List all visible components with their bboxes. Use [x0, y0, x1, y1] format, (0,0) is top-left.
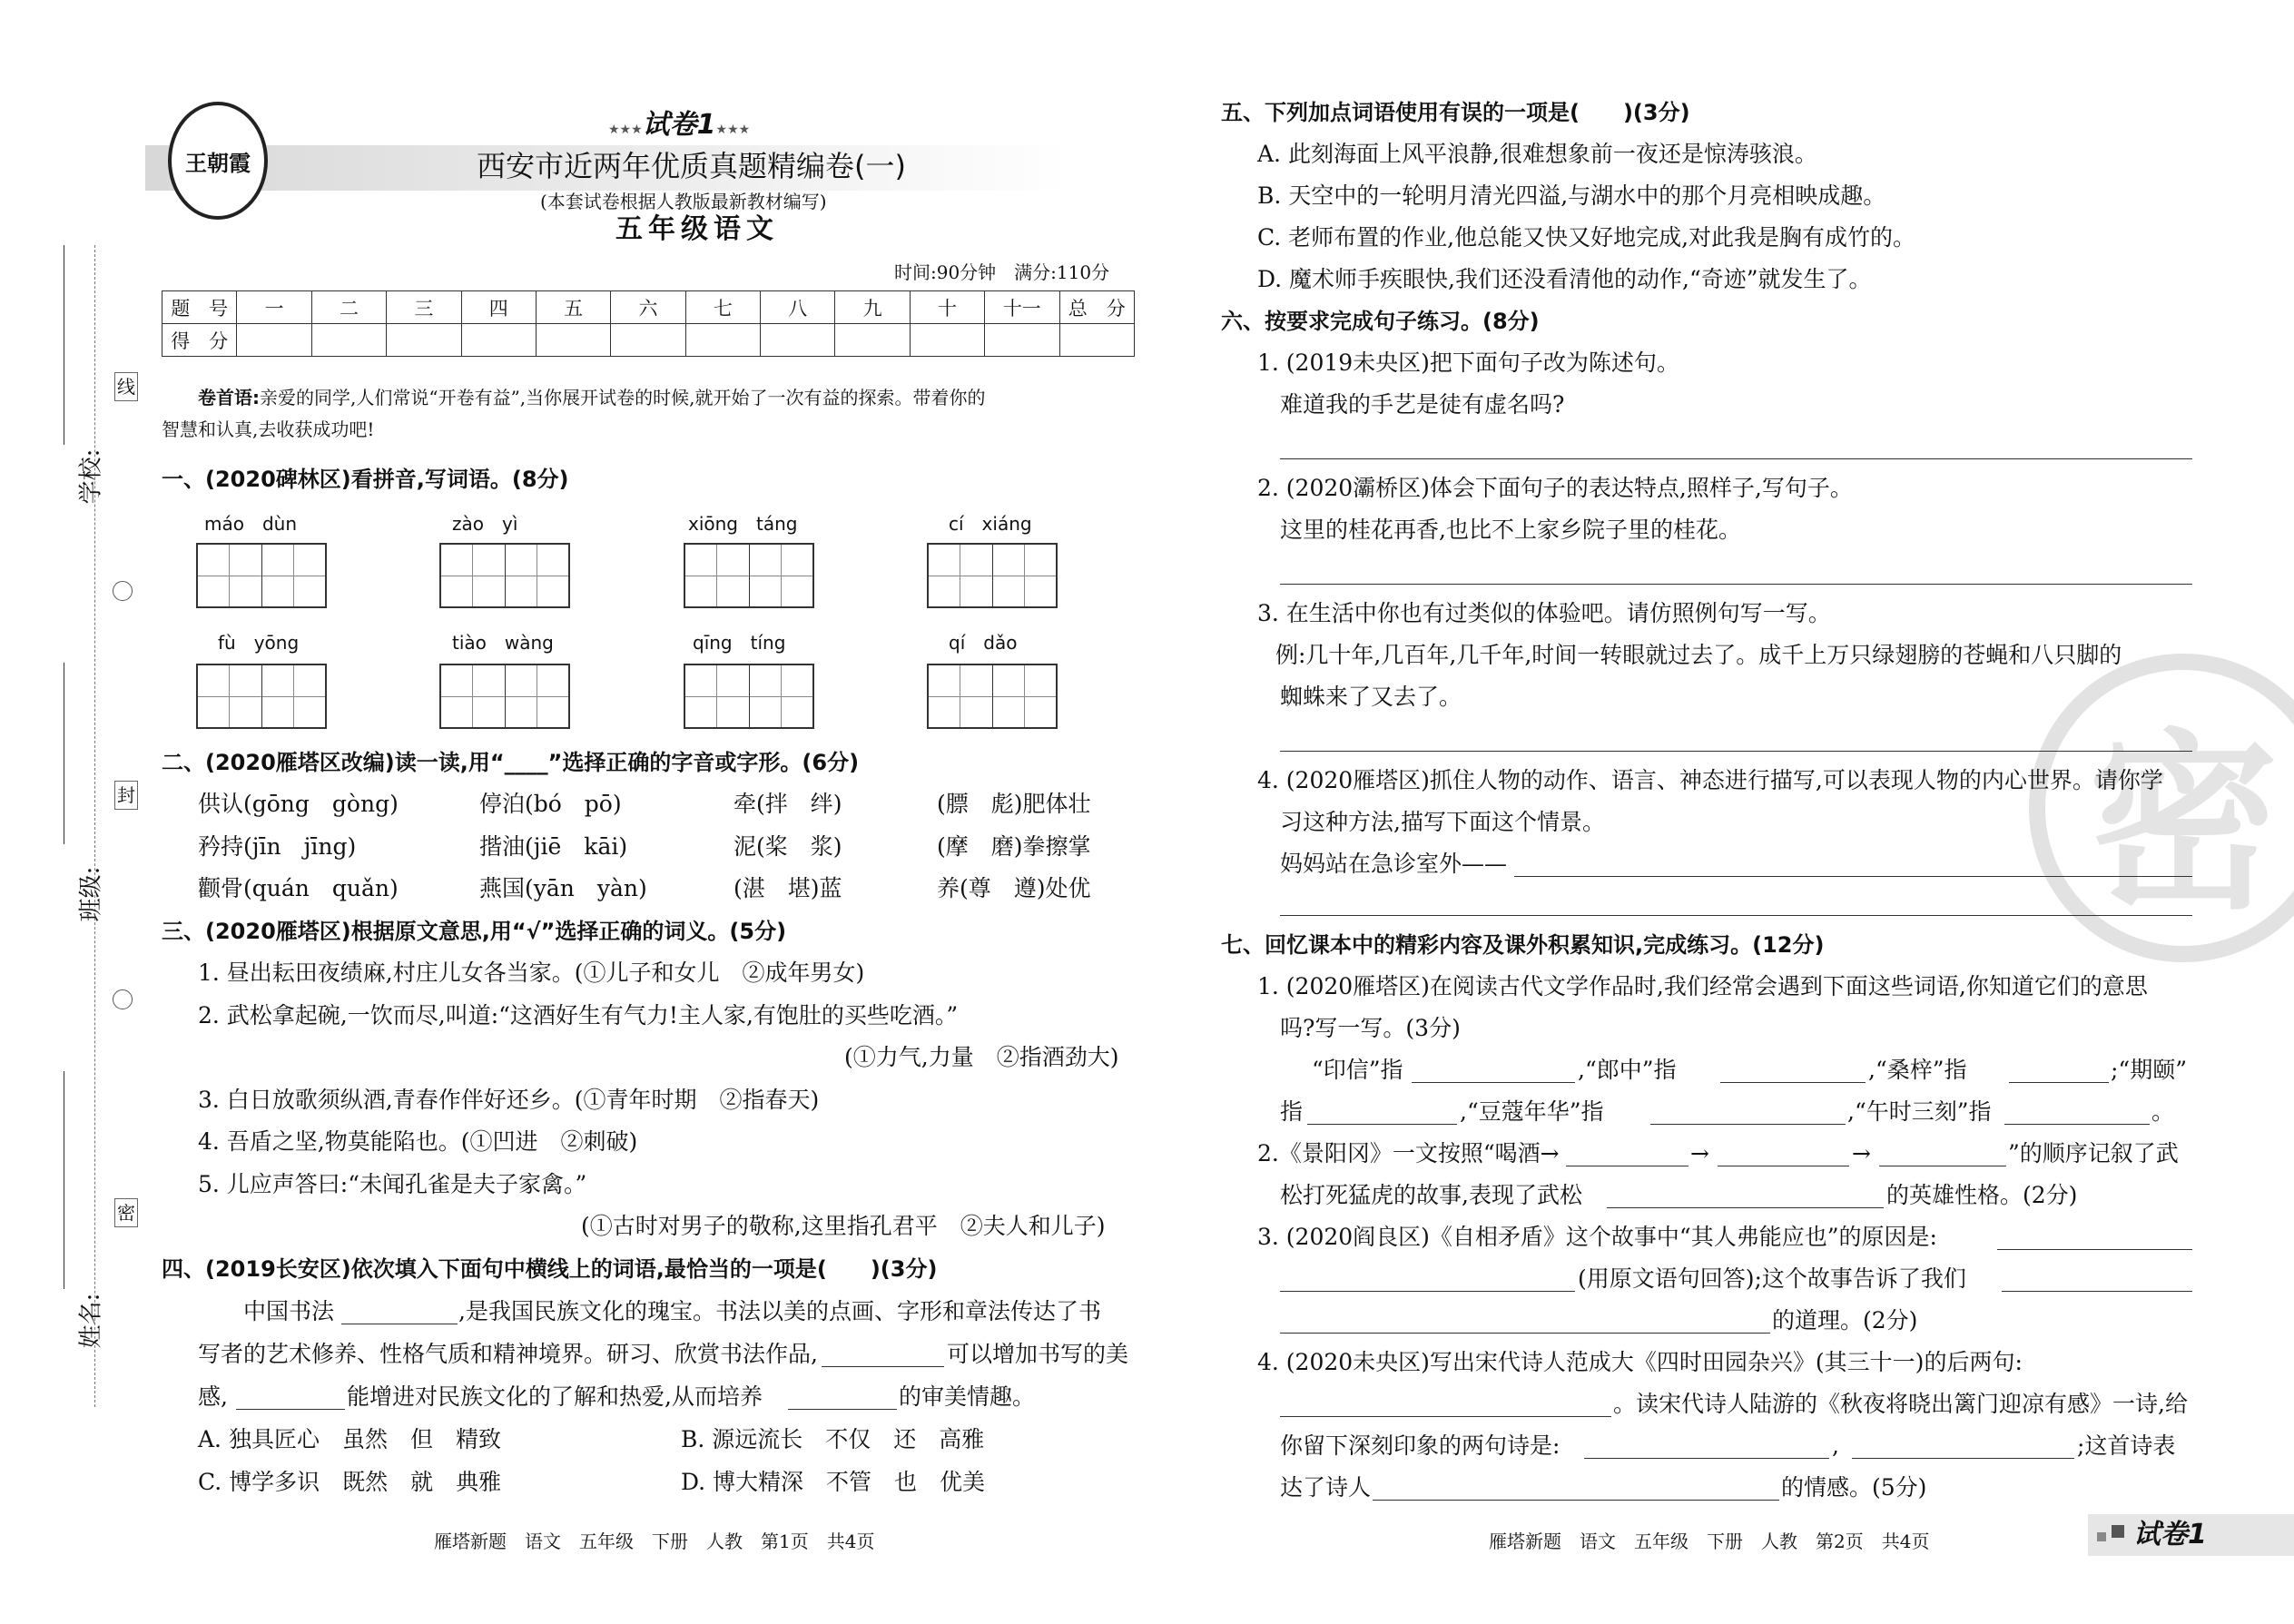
pinyin: fù yōng [218, 632, 300, 654]
school-label: 学校: [77, 448, 105, 505]
exam-badge: ★★★试卷1★★★ [608, 109, 751, 141]
seal-secret-mark: 密 [114, 1198, 138, 1227]
table-row: 得 分 [162, 324, 1135, 357]
binding-sidebar [54, 245, 136, 1407]
footer-page-2: 雁塔新题 语文 五年级 下册 人教 第2页 共4页 [1489, 1530, 1930, 1552]
blank-line[interactable] [1997, 1249, 2192, 1250]
blank-line[interactable] [1584, 1458, 1829, 1459]
time-info: 时间:90分钟 满分:110分 [894, 261, 1110, 283]
blank-line[interactable] [1280, 1291, 1575, 1292]
q7-text: 3. (2020阎良区)《自相矛盾》这个故事中“其人弗能应也”的原因是: [1257, 1224, 1937, 1250]
logo [168, 102, 268, 220]
q2-item[interactable]: 颧骨(quán quǎn) [198, 875, 399, 901]
q6-prompt: 妈妈站在急诊室外—— [1280, 851, 1508, 877]
q3-line[interactable]: (①古时对男子的敬称,这里指孔君平 ②夫人和儿子) [581, 1213, 1106, 1239]
q4-text: 可以增加书写的美 [947, 1341, 1129, 1367]
writing-grid[interactable] [196, 543, 327, 608]
q7-text: 的英雄性格。(2分) [1886, 1182, 2078, 1208]
answer-line[interactable] [1280, 458, 2192, 459]
pinyin: xiōng táng [688, 513, 798, 535]
q6-sentence: 这里的桂花再香,也比不上家乡院子里的桂花。 [1280, 517, 1741, 543]
q2-item[interactable]: 供认(gōng gòng) [198, 791, 399, 817]
class-label: 班级: [77, 866, 105, 922]
blank-line[interactable] [822, 1366, 944, 1367]
corner-badge: 试卷1 [2133, 1519, 2207, 1550]
scissors-icon [113, 989, 133, 1009]
q7-text: ;这首诗表 [2077, 1432, 2176, 1459]
blank-line[interactable] [788, 1409, 897, 1410]
q6-prompt: 1. (2019未央区)把下面句子改为陈述句。 [1257, 349, 1679, 376]
answer-line[interactable] [1280, 584, 2192, 585]
q2-title: 二、(2020雁塔区改编)读一读,用“____”选择正确的字音或字形。(6分) [162, 750, 860, 775]
blank-line[interactable] [1720, 1082, 1866, 1083]
q2-item[interactable]: (摩 磨)拳擦掌 [937, 833, 1091, 860]
option-a[interactable]: A. 独具匠心 虽然 但 精致 [198, 1426, 501, 1452]
logo-text: 王朝霞 [185, 149, 251, 176]
blank-line[interactable] [1650, 1124, 1846, 1125]
q2-item[interactable]: 燕国(yān yàn) [479, 875, 647, 901]
grade-title: 五年级语文 [615, 213, 779, 245]
table-row: 题 号 一 二 三 四 五 六 七 八 九 十 十一 总 分 [162, 291, 1135, 324]
q7-text: 的情感。(5分) [1781, 1474, 1927, 1501]
pinyin: máo dùn [204, 513, 298, 535]
q3-title: 三、(2020雁塔区)根据原文意思,用“√”选择正确的词义。(5分) [162, 919, 787, 944]
blank-line[interactable] [1607, 1207, 1884, 1208]
blank-line[interactable] [2002, 1291, 2192, 1292]
q7-text: → [1690, 1140, 1709, 1166]
q3-line[interactable]: 4. 吾盾之坚,物莫能陷也。(①凹进 ②刺破) [198, 1128, 638, 1155]
q2-item[interactable]: (膘 彪)肥体壮 [937, 791, 1091, 817]
seal-line-mark: 线 [114, 372, 138, 401]
q7-text: 达了诗人 [1280, 1474, 1372, 1501]
q7-text: , [1832, 1432, 1839, 1459]
writing-grid[interactable] [927, 664, 1058, 729]
q2-item[interactable]: 揩油(jiē kāi) [479, 833, 628, 860]
q6-prompt: 3. 在生活中你也有过类似的体验吧。请仿照例句写一写。 [1257, 600, 1831, 626]
page-title: 西安市近两年优质真题精编卷(一) [477, 149, 906, 183]
blank-line[interactable] [2009, 1082, 2109, 1083]
writing-grid[interactable] [439, 664, 570, 729]
q3-line[interactable]: (①力气,力量 ②指酒劲大) [844, 1044, 1119, 1070]
q7-text: 。 [2151, 1098, 2175, 1125]
q2-item[interactable]: 泥(桨 浆) [733, 833, 842, 860]
q7-text: ”的顺序记叙了武 [2008, 1140, 2179, 1166]
pinyin: qí dǎo [949, 632, 1018, 654]
q7-text: 指 [1280, 1098, 1304, 1125]
answer-line[interactable] [1280, 915, 2192, 916]
q3-line[interactable]: 5. 儿应声答曰:“未闻孔雀是夫子家禽。” [198, 1171, 587, 1197]
q7-text: 2.《景阳冈》一文按照“喝酒→ [1257, 1140, 1560, 1166]
score-table [162, 290, 1135, 357]
answer-line[interactable] [1514, 876, 2192, 877]
option-b[interactable]: B. 源远流长 不仅 还 高雅 [681, 1426, 985, 1452]
writing-grid[interactable] [684, 543, 814, 608]
q7-text: ,“午时三刻”指 [1847, 1098, 1992, 1125]
q4-text: 能增进对民族文化的了解和热爱,从而培养 [347, 1383, 763, 1410]
q7-text: → [1852, 1140, 1871, 1166]
option-c[interactable]: C. 老师布置的作业,他总能又快又好地完成,对此我是胸有成竹的。 [1257, 224, 1916, 251]
q7-text: 的道理。(2分) [1772, 1307, 1918, 1334]
q1-title: 一、(2020碑林区)看拼音,写词语。(8分) [162, 467, 569, 492]
intro-line-1: 卷首语:亲爱的同学,人们常说“开卷有益”,当你展开试卷的时候,就开始了一次有益的探索。带着你的 [198, 387, 986, 408]
q3-line[interactable]: 2. 武松拿起碗,一饮而尽,叫道:“这酒好生有气力!主人家,有饱肚的买些吃酒。” [198, 1002, 959, 1029]
blank-line[interactable] [1280, 1333, 1770, 1334]
option-b[interactable]: B. 天空中的一轮明月清光四溢,与湖水中的那个月亮相映成趣。 [1257, 182, 1886, 209]
option-d[interactable]: D. 博大精深 不管 也 优美 [681, 1469, 986, 1495]
blank-line[interactable] [2004, 1124, 2150, 1125]
q6-example: 蜘蛛来了又去了。 [1280, 684, 1462, 710]
q7-text: “印信”指 [1312, 1057, 1403, 1083]
q2-item[interactable]: (湛 堪)蓝 [733, 875, 842, 901]
blank-line[interactable] [1852, 1458, 2074, 1459]
q3-line[interactable]: 1. 昼出耘田夜绩麻,村庄儿女各当家。(①儿子和女儿 ②成年男女) [198, 960, 865, 986]
watermark: 密 [2029, 654, 2294, 962]
option-c[interactable]: C. 博学多识 既然 就 典雅 [198, 1469, 502, 1495]
q7-text: ,“桑梓”指 [1868, 1057, 1967, 1083]
q7-text: ;“期颐” [2111, 1057, 2187, 1083]
intro-line-2: 智慧和认真,去收获成功吧! [162, 418, 375, 440]
seal-seal-mark: 封 [114, 781, 138, 810]
q7-text: 松打死猛虎的故事,表现了武松 [1280, 1182, 1582, 1208]
q4-text: 写者的艺术修养、性格气质和精神境界。研习、欣赏书法作品, [198, 1341, 818, 1367]
pinyin: tiào wàng [452, 632, 554, 654]
corner-square-icon [2112, 1525, 2124, 1538]
q5-title: 五、下列加点词语使用有误的一项是( )(3分) [1221, 100, 1690, 125]
q7-text: 你留下深刻印象的两句诗是: [1280, 1432, 1561, 1459]
scissors-icon [113, 581, 133, 601]
q2-item[interactable]: 牵(拌 绊) [733, 791, 842, 817]
q6-title: 六、按要求完成句子练习。(8分) [1221, 309, 1540, 334]
blank-line[interactable] [236, 1409, 345, 1410]
q7-text: (用原文语句回答);这个故事告诉了我们 [1578, 1265, 1966, 1292]
pinyin: zào yì [452, 513, 518, 535]
corner-square-icon [2097, 1532, 2106, 1541]
q4-text: 的审美情趣。 [899, 1383, 1036, 1410]
q6-sentence: 难道我的手艺是徒有虚名吗? [1280, 391, 1565, 418]
q7-text: 4. (2020未央区)写出宋代诗人范成大《四时田园杂兴》(其三十一)的后两句: [1257, 1349, 2023, 1375]
q4-text: ,是我国民族文化的瑰宝。书法以美的点画、字形和章法传达了书 [458, 1298, 1101, 1324]
option-a[interactable]: A. 此刻海面上风平浪静,很难想象前一夜还是惊涛骇浪。 [1257, 141, 1817, 167]
q4-text: 中国书法 [243, 1298, 335, 1324]
pinyin: cí xiáng [949, 513, 1032, 535]
blank-line[interactable] [1280, 1416, 1611, 1417]
q6-prompt: 4. (2020雁塔区)抓住人物的动作、语言、神态进行描写,可以表现人物的内心世界。请你学 [1257, 767, 2163, 793]
q4-text: 感, [198, 1383, 228, 1410]
name-label: 姓名: [77, 1293, 105, 1349]
q2-item[interactable]: 停泊(bó pō) [479, 791, 622, 817]
q7-title: 七、回忆课本中的精彩内容及课外积累知识,完成练习。(12分) [1221, 932, 1825, 958]
q2-item[interactable]: 矜持(jīn jīng) [198, 833, 357, 860]
footer-page-1: 雁塔新题 语文 五年级 下册 人教 第1页 共4页 [434, 1530, 875, 1552]
q7-text: ,“豆蔻年华”指 [1460, 1098, 1604, 1125]
writing-grid[interactable] [684, 664, 814, 729]
q7-text: 1. (2020雁塔区)在阅读古代文学作品时,我们经常会遇到下面这些词语,你知道它们的意思 [1257, 973, 2148, 999]
q6-prompt: 习这种方法,描写下面这个情景。 [1280, 809, 1605, 835]
writing-grid[interactable] [196, 664, 327, 729]
option-d[interactable]: D. 魔术师手疾眼快,我们还没看清他的动作,“奇迹”就发生了。 [1257, 266, 1872, 292]
blank-line[interactable] [1373, 1500, 1779, 1501]
q7-text: 。读宋代诗人陆游的《秋夜将晓出篱门迎凉有感》一诗,给 [1613, 1391, 2188, 1417]
q6-prompt: 2. (2020灞桥区)体会下面句子的表达特点,照样子,写句子。 [1257, 475, 1853, 501]
blank-line[interactable] [1307, 1124, 1457, 1125]
q3-line[interactable]: 3. 白日放歌须纵酒,青春作伴好还乡。(①青年时期 ②指春天) [198, 1087, 820, 1113]
q7-text: ,“郎中”指 [1578, 1057, 1677, 1083]
pinyin: qīng tíng [693, 632, 786, 654]
q6-example: 例:几十年,几百年,几千年,时间一转眼就过去了。成千上万只绿翅膀的苍蝇和八只脚的 [1275, 642, 2122, 668]
q7-text: 吗?写一写。(3分) [1280, 1015, 1461, 1041]
writing-grid[interactable] [927, 543, 1058, 608]
writing-grid[interactable] [439, 543, 570, 608]
q2-item[interactable]: 养(尊 遵)处优 [937, 875, 1091, 901]
blank-line[interactable] [1412, 1082, 1575, 1083]
answer-line[interactable] [1280, 751, 2192, 752]
q4-title: 四、(2019长安区)依次填入下面句中横线上的词语,最恰当的一项是( )(3分) [162, 1256, 938, 1282]
page-subtitle: (本套试卷根据人教版最新教材编写) [540, 191, 827, 212]
